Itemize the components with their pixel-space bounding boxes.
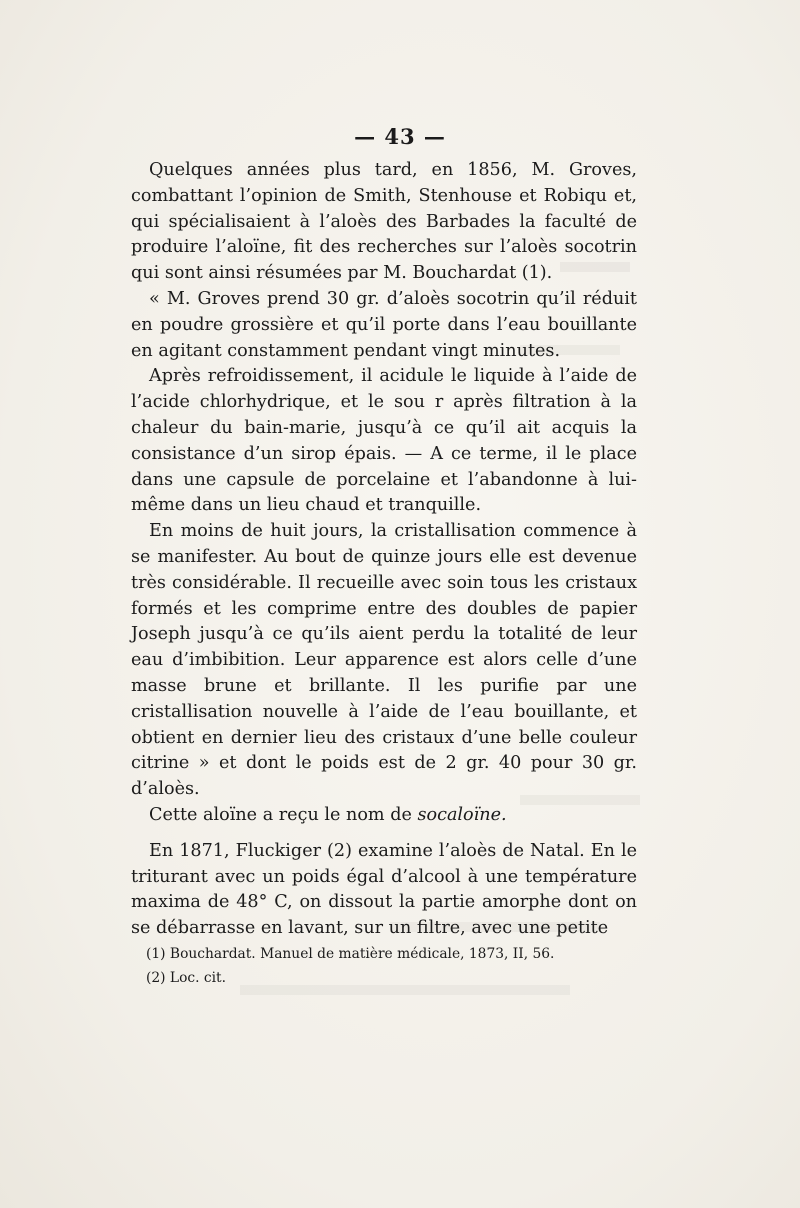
footnotes [146,942,636,990]
socaloine-lead: Cette aloïne a reçu le nom de [149,804,418,825]
paragraph-socaloine [131,803,637,829]
paragraph-cristallisation: En moins de huit jours, la cristallisation commence à se manifester. Au bout de quinze jours elle est devenue très considérable. Il recueille avec soin tous les cristaux formés et les comprime entre des doubles de papier Joseph jusqu’à ce qu’ils aient perdu la totalité de leur eau d’imbibition. Leur apparence est alors celle d’une masse brune et brillante. Il les purifie par une cristallisation nouvelle à l’aide de l’eau bouillante, et obtient en dernier lieu des cristaux d’une belle couleur citrine » et dont le poids est de 2 gr. 40 pour 30 gr. d’aloès. [131,521,637,800]
socaloine-term: socaloïne. [417,804,507,825]
footnote-2: (2) Loc. cit. [146,970,226,986]
paragraph-groves-method: « M. Groves prend 30 gr. d’aloès socotrin qu’il réduit en poudre grossière et qu’il porte dans l’eau bouillante en agitant constamment pendant vingt minutes. [131,288,637,361]
paragraph-fluckiger: En 1871, Fluckiger (2) examine l’aloès de Natal. En le triturant avec un poids égal d’alcool à une température maxima de 48° C, on dissout la partie amorphe dont on se débarrasse en lavant, sur un filtre, avec une petite [131,840,637,939]
footnote-1: (1) Bouchardat. Manuel de matière médicale, 1873, II, 56. [146,946,555,962]
paragraph-refroidissement: Après refroidissement, il acidule le liquide à l’aide de l’acide chlorhydrique, et le sou r après filtration à la chaleur du bain-marie, jusqu’à ce qu’il ait acquis la consistance d’un sirop épais. — A ce terme, il le place dans une capsule de porcelaine et l’abandonne à lui-même dans un lieu chaud et tranquille. [131,366,637,516]
main-text [131,158,637,942]
paragraph-groves-intro: Quelques années plus tard, en 1856, M. Groves, combattant l’opinion de Smith, Stenhouse et Robiqu et, qui spécialisaient à l’aloès des Barbades la faculté de produire l’aloïne, fit des recherches sur l’aloès socotrin qui sont ainsi résumées par M. Bouchardat (1). [131,160,637,284]
page-number: — 43 — [354,124,446,149]
